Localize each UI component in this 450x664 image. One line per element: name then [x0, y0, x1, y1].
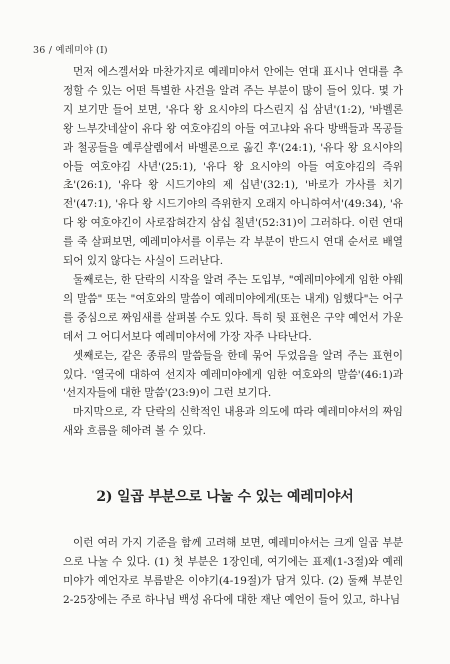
section-text	[63, 534, 403, 610]
section-paragraph-1: 이런 여러 가지 기준을 함께 고려해 보면, 예레미야서는 크게 일곱 부분으로 나눌 수 있다. (1) 첫 부분은 1장인데, 여기에는 표제(1-3절)와 예레미야가 예언자로 부름받은 이야기(4-19절)가 담겨 있다. (2) 둘째 부분인 2-25장에는 주로 하나님 백성 유다에 대한 재난 예언이 들어 있고, 하나님	[63, 537, 403, 606]
paragraph-4: 마지막으로, 각 단락의 신학적인 내용과 의도에 따라 예레미야서의 짜임새와 흐름을 헤아려 볼 수 있다.	[63, 406, 403, 438]
paragraph-2: 둘째로는, 한 단락의 시작을 알려 주는 도입부, "예레미야에게 임한 야웨의 말씀" 또는 "여호와의 말씀이 예레미야에게(또는 내게) 임했다"는 어구를 중심으로 짜임새를 살펴볼 수도 있다. 특히 뒷 표현은 구약 예언서 가운데서 그 어디서보다 예레미야서에 가장 자주 나타난다.	[63, 273, 403, 343]
main-text	[63, 63, 403, 441]
section-heading: 2) 일곱 부분으로 나눌 수 있는 예레미야서	[96, 489, 354, 505]
paragraph-3: 셋째로는, 같은 종류의 말씀들을 한데 묶어 두었음을 알려 주는 표현이 있다. '열국에 대하여 선지자 예레미야에게 임한 여호와의 말씀'(46:1)과 '선지자들에 대한 말씀'(23:9)이 그런 보기다.	[63, 349, 403, 400]
page-header: 36 / 예레미야 (I)	[33, 45, 108, 56]
paragraph-1: 먼저 에스겔서와 마찬가지로 예레미야서 안에는 연대 표시나 연대를 추정할 수 있는 어떤 특별한 사건을 알려 주는 부분이 많이 들어 있다. 몇 가지 보기만 들어 보면, '유다 왕 요시야의 다스린지 십 삼년'(1:2), '바벨론 왕 느부갓네살이 유다 왕 여호야김의 아들 여고냐와 유다 방백들과 목공들과 철공들을 예루살렘에서 바벨론으로 옮긴 후'(24:1), '유다 왕 요시야의 아들 여호야김 사년'(25:1), '유다 왕 요시야의 아들 여호야김의 즉위초'(26:1), '유다 왕 시드기야의 제 십년'(32:1), '바로가 가사를 치기 전'(47:1), '유다 왕 시드기야의 즉위한지 오래지 아니하여서'(49:34), '유다 왕 여호야긴이 사로잡혀간지 삼십 칠년'(52:31)이 그러하다. 이런 연대를 죽 살펴보면, 예레미야서를 이루는 각 부분이 반드시 연대 순서로 배열되어 있지 않다는 사실이 드러난다.	[63, 66, 403, 268]
